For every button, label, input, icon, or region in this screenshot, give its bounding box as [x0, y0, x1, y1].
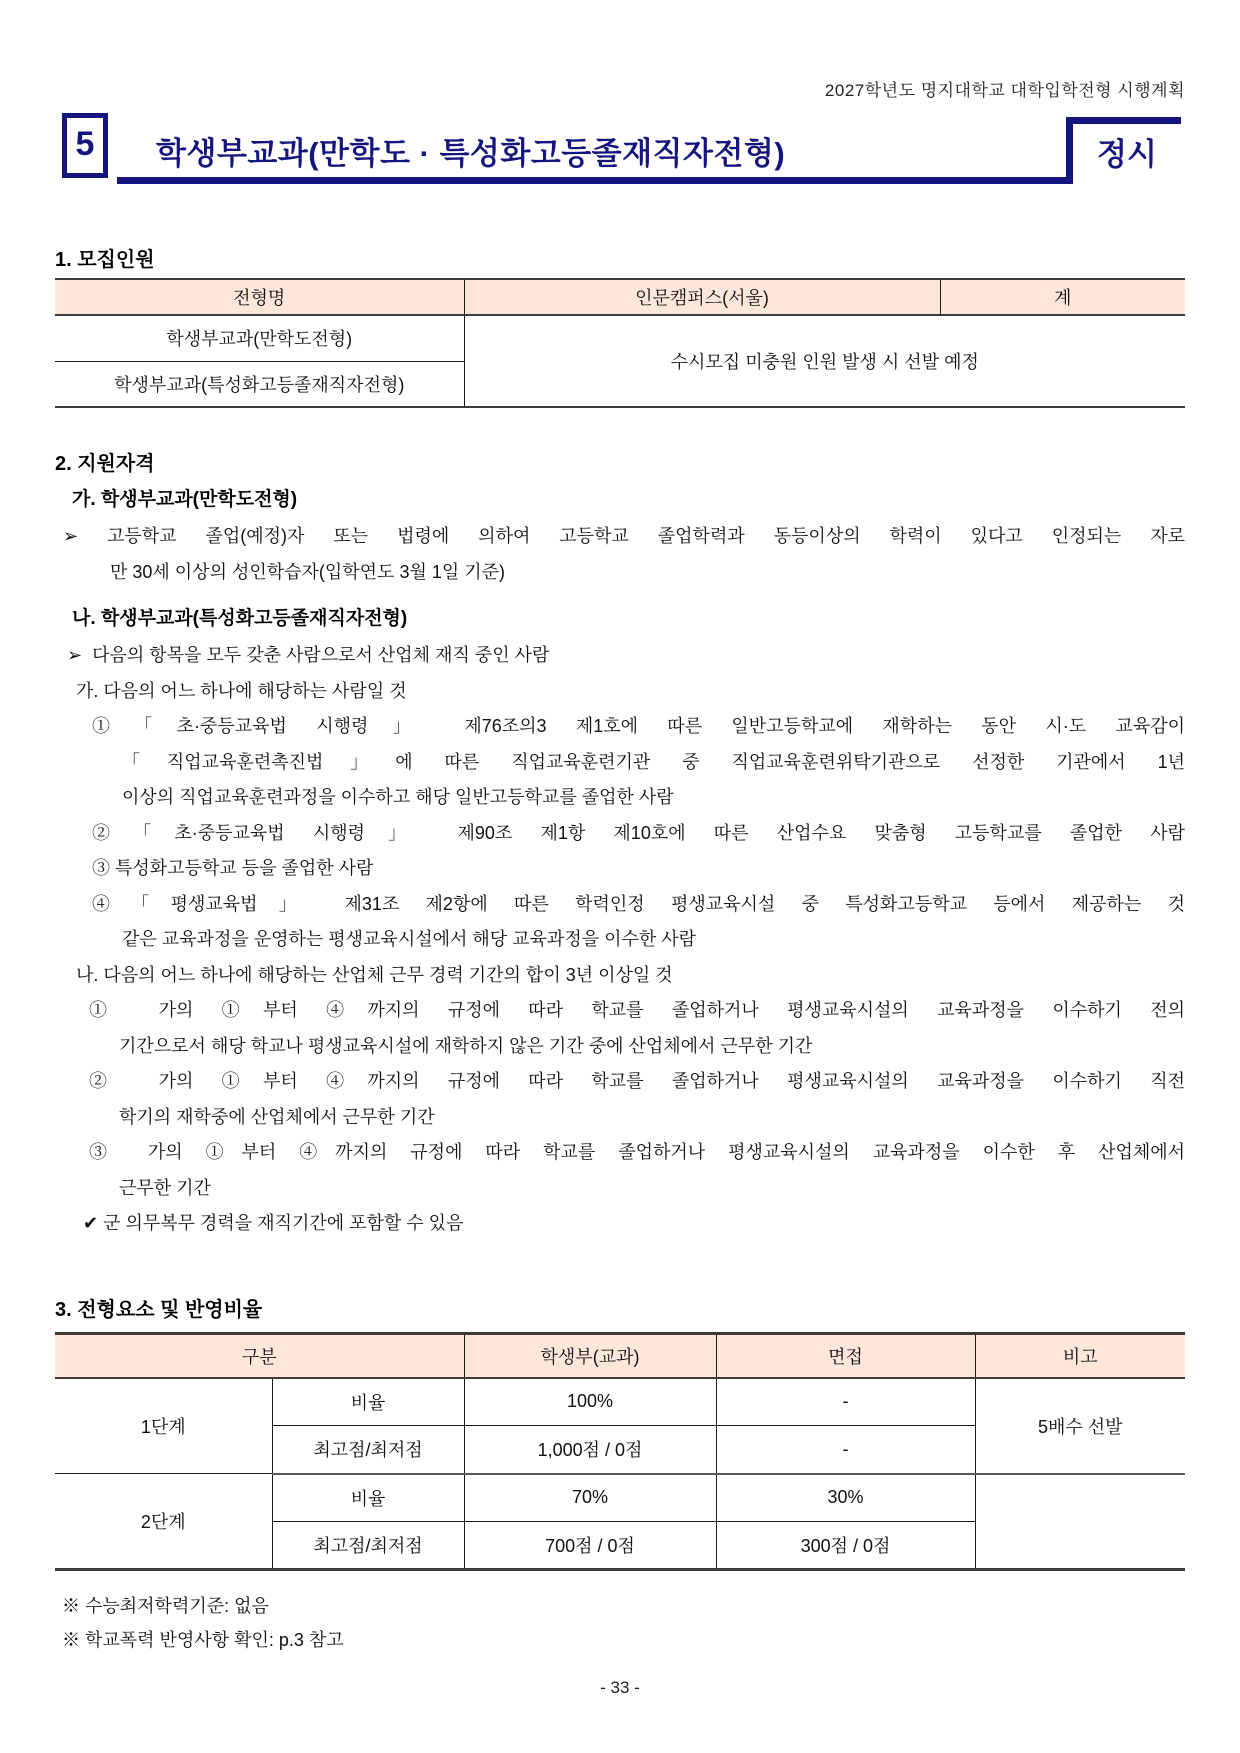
- recruitment-table: [55, 278, 1185, 408]
- record-score-cell: 1,000점 / 0점: [464, 1426, 716, 1474]
- table-row: [55, 315, 1185, 361]
- ratio-label-cell: 비율: [272, 1378, 464, 1426]
- interview-score-cell: 300점 / 0점: [716, 1522, 975, 1570]
- section3-title: 3. 전형요소 및 반영비율: [55, 1299, 263, 1321]
- col-header-campus: 인문캠퍼스(서울): [464, 279, 940, 315]
- footnote: ※ 수능최저학력기준: 없음: [62, 1596, 269, 1616]
- interview-ratio-cell: -: [716, 1378, 975, 1426]
- table-header-row: [55, 279, 1185, 315]
- record-score-cell: 700점 / 0점: [464, 1522, 716, 1570]
- eligibility-line: 기간으로서 해당 학교나 평생교육시설에 재학하지 않은 기간 중에 산업체에서 근무한 기간: [119, 1036, 813, 1056]
- page-number: - 33 -: [600, 1678, 640, 1697]
- remarks-cell: [975, 1474, 1185, 1570]
- table-row: [55, 1378, 1185, 1426]
- table-row: [55, 1474, 1185, 1522]
- eligibility-line: 만 30세 이상의 성인학습자(입학연도 3월 1일 기준): [110, 562, 506, 582]
- eligibility-line: ①「초·중등교육법 시행령」 제76조의3 제1호에 따른 일반고등학교에 재학하는 동안 시·도 교육감이: [92, 716, 1185, 736]
- admission-type-badge: 정시: [1066, 117, 1181, 184]
- eligibility-line: ④「평생교육법」 제31조 제2항에 따른 학력인정 평생교육시설 중 특성화고등학교 등에서 제공하는 것: [92, 894, 1185, 914]
- eligibility-line: ② 가의 ①부터 ④까지의 규정에 따라 학교를 졸업하거나 평생교육시설의 교육과정을 이수하기 직전: [89, 1071, 1185, 1091]
- eligibility-line: 같은 교육과정을 운영하는 평생교육시설에서 해당 교육과정을 이수한 사람: [122, 929, 697, 949]
- track-name-cell: 학생부교과(만학도전형): [55, 315, 464, 361]
- eligibility-line: 가. 다음의 어느 하나에 해당하는 사람일 것: [76, 681, 407, 701]
- doc-header-text: 2027학년도 명지대학교 대학입학전형 시행계획: [824, 81, 1185, 100]
- section2-title: 2. 지원자격: [55, 453, 155, 475]
- eligibility-line: ① 가의 ①부터 ④까지의 규정에 따라 학교를 졸업하거나 평생교육시설의 교육과정을 이수하기 전의: [89, 1000, 1185, 1020]
- eligibility-line: ②「초·중등교육법 시행령」 제90조 제1항 제10호에 따른 산업수요 맞춤형 고등학교를 졸업한 사람: [92, 823, 1185, 843]
- interview-score-cell: -: [716, 1426, 975, 1474]
- eligibility-line: ✔ 군 의무복무 경력을 재직기간에 포함할 수 있음: [83, 1213, 464, 1233]
- eligibility-subheading: 가. 학생부교과(만학도전형): [72, 489, 298, 510]
- eligibility-line: ➢ 고등학교 졸업(예정)자 또는 법령에 의하여 고등학교 졸업학력과 동등이상의 학력이 있다고 인정되는 자로: [63, 526, 1185, 546]
- col-header-record: 학생부(교과): [464, 1334, 716, 1378]
- record-ratio-cell: 70%: [464, 1474, 716, 1522]
- eligibility-line: 근무한 기간: [119, 1178, 211, 1198]
- footnote: ※ 학교폭력 반영사항 확인: p.3 참고: [62, 1630, 344, 1650]
- evaluation-table: [55, 1332, 1185, 1571]
- title-underline: [117, 177, 1066, 184]
- eligibility-line: 나. 다음의 어느 하나에 해당하는 산업체 근무 경력 기간의 합이 3년 이상일 것: [76, 965, 673, 985]
- page-title: 학생부교과(만학도 · 특성화고등졸재직자전형): [156, 136, 786, 171]
- eligibility-subheading: 나. 학생부교과(특성화고등졸재직자전형): [72, 608, 408, 629]
- eligibility-line: 「직업교육훈련촉진법」에 따른 직업교육훈련기관 중 직업교육훈련위탁기관으로 선정한 기관에서 1년: [122, 752, 1185, 772]
- eligibility-line: 학기의 재학중에 산업체에서 근무한 기간: [119, 1107, 435, 1127]
- record-ratio-cell: 100%: [464, 1378, 716, 1426]
- section1-title: 1. 모집인원: [55, 249, 155, 271]
- eligibility-line: ➢ 다음의 항목을 모두 갖춘 사람으로서 산업체 재직 중인 사람: [67, 645, 550, 665]
- eligibility-line: 이상의 직업교육훈련과정을 이수하고 해당 일반고등학교를 졸업한 사람: [122, 787, 674, 807]
- remarks-cell: 5배수 선발: [975, 1378, 1185, 1474]
- merged-note-cell: 수시모집 미충원 인원 발생 시 선발 예정: [464, 315, 1185, 407]
- col-header-category: 구분: [55, 1334, 464, 1378]
- table-header-row: [55, 1334, 1185, 1378]
- score-label-cell: 최고점/최저점: [272, 1522, 464, 1570]
- ratio-label-cell: 비율: [272, 1474, 464, 1522]
- col-header-total: 계: [940, 279, 1185, 315]
- interview-ratio-cell: 30%: [716, 1474, 975, 1522]
- eligibility-line: ③ 특성화고등학교 등을 졸업한 사람: [92, 858, 374, 878]
- score-label-cell: 최고점/최저점: [272, 1426, 464, 1474]
- track-name-cell: 학생부교과(특성화고등졸재직자전형): [55, 361, 464, 407]
- stage1-label-cell: 1단계: [55, 1378, 272, 1474]
- col-header-track: 전형명: [55, 279, 464, 315]
- col-header-remarks: 비고: [975, 1334, 1185, 1378]
- eligibility-line: ③ 가의 ①부터 ④까지의 규정에 따라 학교를 졸업하거나 평생교육시설의 교육과정을 이수한 후 산업체에서: [89, 1142, 1185, 1162]
- col-header-interview: 면접: [716, 1334, 975, 1378]
- stage2-label-cell: 2단계: [55, 1474, 272, 1570]
- section-number-box: 5: [62, 113, 108, 178]
